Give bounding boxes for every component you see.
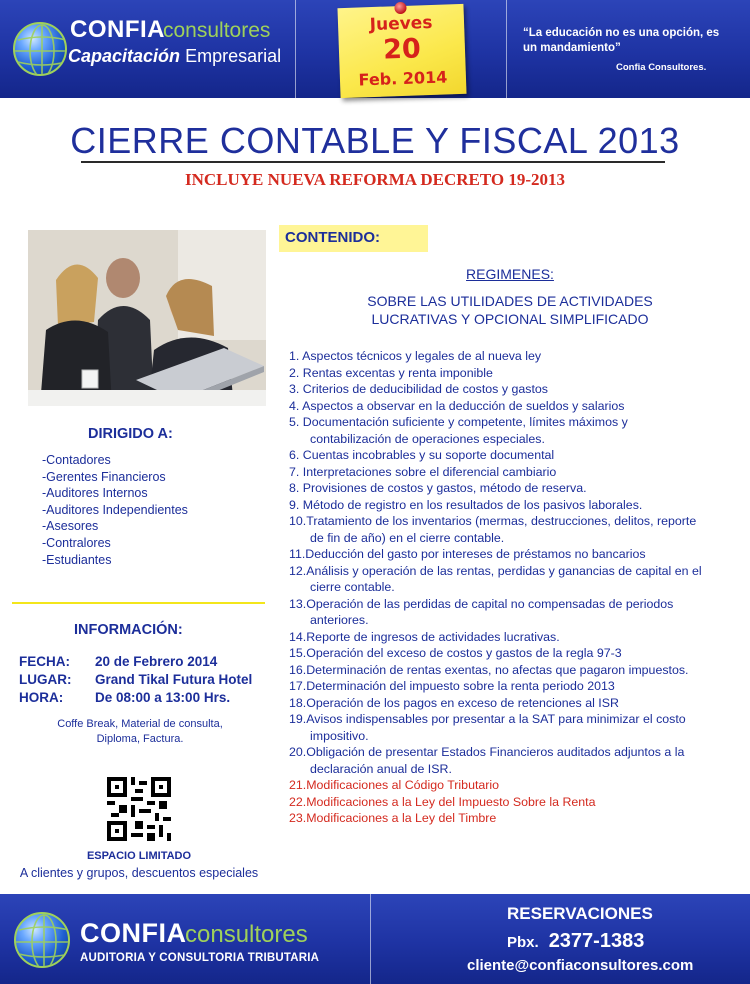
discount-note: A clientes y grupos, descuentos especiales [19,866,259,880]
list-item: -Contralores [42,535,111,550]
hora-label: HORA: [19,690,64,705]
list-item: -Auditores Independientes [42,502,188,517]
list-item: 6. Cuentas incobrables y su soporte documental [289,448,555,462]
qr-code-icon[interactable] [107,777,171,841]
list-item: 11.Deducción del gasto por intereses de préstamos no bancarios [289,547,646,561]
date-month: Feb. 2014 [358,67,448,90]
header-divider [506,0,507,98]
tagline-italic: Capacitación [68,46,181,66]
list-item: 18.Operación de los pagos en exceso de retenciones al ISR [289,695,619,710]
contact-email-link[interactable]: cliente@confiaconsultores.com [467,957,694,974]
header-tagline [68,46,281,67]
content-heading: CONTENIDO: [279,225,428,252]
list-item: 20.Obligación de presentar Estados Financieros auditados adjuntos a la declaración anual de ISR. [289,745,685,776]
date-day: Jueves [369,12,433,36]
regimes-sub-line: SOBRE LAS UTILIDADES DE ACTIVIDADES [367,293,653,309]
reservations-heading: RESERVACIONES [507,904,653,923]
limited-space-label: ESPACIO LIMITADO [86,850,192,862]
info-lugar-row [19,672,252,687]
list-item: -Auditores Internos [42,486,148,501]
list-item: 16.Determinación de rentas exentas, no afectas que pagaron impuestos. [289,662,689,677]
lugar-label: LUGAR: [19,672,72,687]
fecha-label: FECHA: [19,654,70,669]
header-brand-name: CONFIA [70,16,165,43]
list-item: 12.Análisis y operación de las rentas, perdidas y ganancias de capital en el cierre contable. [289,563,702,594]
pushpin-icon [394,2,406,14]
topics-list [289,348,709,827]
footer-brand-suffix: consultores [185,921,308,948]
info-hora-row [19,690,230,705]
regimes-subheading [310,292,710,328]
audience-heading: DIRIGIDO A: [88,426,173,442]
page-title: CIERRE CONTABLE Y FISCAL 2013 [70,120,680,161]
list-item: 17.Determinación del impuesto sobre la renta periodo 2013 [289,679,615,693]
list-item: 5. Documentación suficiente y competente, límites máximos y contabilización de operaciones especiales. [289,415,628,446]
fecha-value: 20 de Febrero 2014 [95,654,218,669]
info-fecha-row [19,654,217,669]
list-item: 8. Provisiones de costos y gastos, método de reserva. [289,481,587,495]
info-heading: INFORMACIÓN: [74,622,183,638]
date-sticky-note [337,4,466,98]
phone-line [507,930,644,953]
page-subtitle: INCLUYE NUEVA REFORMA DECRETO 19-2013 [184,170,566,189]
globe-logo-icon [13,22,67,76]
list-item: 9. Método de registro en los resultados de los pasivos laborales. [289,497,643,512]
header-divider [295,0,296,98]
quote-author: Confia Consultores. [616,62,707,73]
footer-brand-name: CONFIA [80,918,187,948]
list-item: -Asesores [42,519,99,534]
footer-divider [370,894,371,984]
date-number: 20 [382,33,422,66]
title-underline [81,161,665,163]
lugar-value: Grand Tikal Futura Hotel [95,672,253,687]
header-quote: “La educación no es una opción, es un mandamiento” [523,27,720,54]
list-item: 23.Modificaciones a la Ley del Timbre [289,811,497,825]
tagline-rest: Empresarial [185,46,282,66]
list-item: 19.Avisos indispensables por presentar a la SAT para minimizar el costo impositivo. [289,712,686,743]
list-item: -Gerentes Financieros [42,469,166,484]
list-item: 3. Criterios de deducibilidad de costos y gastos [289,382,548,396]
business-people-photo [28,230,266,406]
list-item: 13.Operación de las perdidas de capital no compensadas de periodos anteriores. [289,596,674,627]
included-extras [30,717,250,747]
list-item: 15.Operación del exceso de costos y gastos de la regla 97-3 [289,646,622,660]
list-item: 14.Reporte de ingresos de actividades lucrativas. [289,629,560,644]
list-item: -Estudiantes [42,552,112,567]
extras-line: Coffe Break, Material de consulta, [57,718,223,730]
regimes-heading: REGIMENES: [466,266,554,282]
list-item: -Contadores [42,453,111,467]
footer-subline: AUDITORIA Y CONSULTORIA TRIBUTARIA [80,952,320,964]
phone-label: Pbx. [507,934,539,951]
header-brand-suffix: consultores [163,19,271,42]
list-item: 7. Interpretaciones sobre el diferencial cambiario [289,464,557,479]
section-divider [12,602,265,604]
list-item: 2. Rentas excentas y renta imponible [289,365,493,380]
globe-logo-icon [14,912,70,968]
list-item: 21.Modificaciones al Código Tributario [289,778,500,792]
list-item: 4. Aspectos a observar en la deducción de sueldos y salarios [289,398,625,413]
extras-line: Diploma, Factura. [96,733,184,745]
list-item: 22.Modificaciones a la Ley del Impuesto Sobre la Renta [289,794,596,809]
audience-list [42,452,188,568]
phone-number[interactable]: 2377-1383 [548,930,645,952]
regimes-sub-line: LUCRATIVAS Y OPCIONAL SIMPLIFICADO [371,311,649,327]
hora-value: De 08:00 a 13:00 Hrs. [95,690,231,705]
list-item: 10.Tratamiento de los inventarios (mermas, destrucciones, delitos, reporte de fin de año) en el cierre contable. [289,514,697,545]
list-item: 1. Aspectos técnicos y legales de al nueva ley [289,349,542,363]
